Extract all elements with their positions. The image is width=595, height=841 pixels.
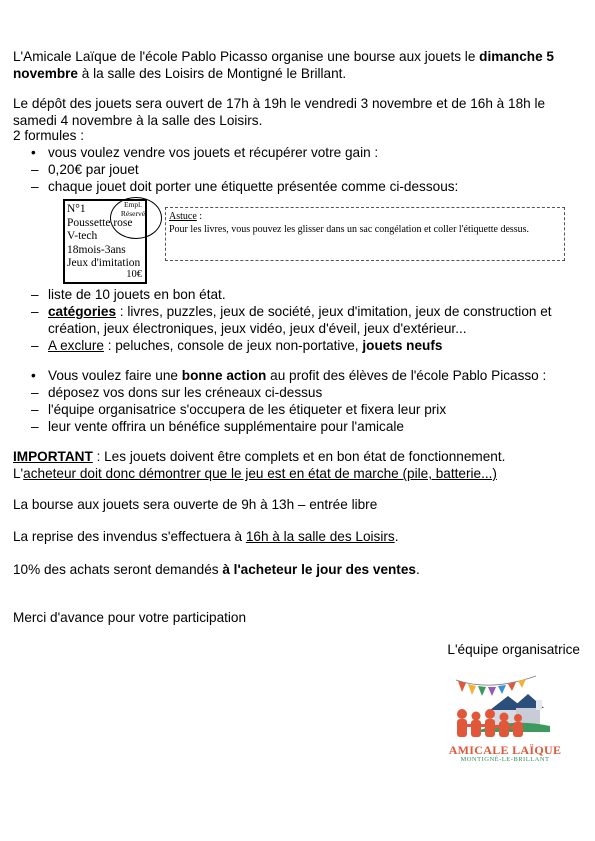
reprise-place: 16h à la salle des Loisirs — [245, 529, 395, 544]
text-fragment: . — [394, 529, 399, 544]
list-item-text — [48, 367, 546, 384]
intro-location: à la salle des Loisirs de Montigné le Brillant. — [77, 66, 347, 81]
list-item-text: déposez vos dons sur les créneaux ci-dessus — [48, 385, 323, 400]
list-item-text: leur vente offrira un bénéfice supplémentaire pour l'amicale — [48, 419, 404, 434]
label-line: V-tech — [67, 230, 98, 242]
list-item-text: chaque jouet doit porter une étiquette présentée comme ci-dessous: — [48, 179, 459, 194]
important-text: : Les jouets doivent être complets et en bon état de fonctionnement. — [92, 449, 506, 464]
formules-heading: 2 formules : — [13, 128, 85, 143]
event-date: dimanche 5 novembre — [13, 49, 554, 81]
reserved-line: Empl. — [123, 200, 143, 209]
logo-subtitle: MONTIGNÉ-LE-BRILLANT — [460, 756, 550, 763]
important-line-2 — [13, 465, 583, 482]
depot-paragraph: Le dépôt des jouets sera ouvert de 17h à 19h le vendredi 3 novembre et de 16h à 18h le samedi 4 novembre à la salle des Loisirs. — [13, 96, 546, 128]
list-item-text: 0,20€ par jouet — [48, 162, 139, 177]
dash-marker: – — [31, 304, 39, 319]
dash-marker: – — [31, 385, 39, 400]
dash-marker: – — [31, 338, 39, 353]
categories-text — [48, 303, 578, 337]
important-line — [13, 448, 583, 465]
text-fragment: Vous voulez faire une — [48, 368, 182, 383]
astuce-text: Pour les livres, vous pouvez les glisser dans un sac congélation et coller l'étiquette dessus. — [169, 224, 530, 235]
dash-marker: – — [31, 402, 39, 417]
reserved-slot-text — [116, 200, 150, 218]
categories-list: : livres, puzzles, jeux de société, jeux d'imitation, jeux de construction et création, jeux électroniques, jeux vidéo, jeux d'éveil, jeux d'extérieur... — [48, 304, 552, 336]
exclure-bold: jouets neufs — [362, 338, 443, 353]
label-line: Jeux d'imitation — [67, 257, 141, 269]
categories-label: catégories — [48, 304, 117, 319]
merci-line: Merci d'avance pour votre participation — [13, 610, 247, 625]
label-line: Poussette rose — [67, 216, 133, 229]
list-item-text: vous voulez vendre vos jouets et récupérer votre gain : — [48, 145, 379, 160]
important-underlined: acheteur doit donc démontrer que le jeu est en état de marche (pile, batterie...) — [23, 466, 497, 481]
logo-title: AMICALE LAÏQUE — [448, 743, 562, 757]
bonne-action: bonne action — [181, 368, 267, 383]
reprise-line — [13, 528, 583, 545]
ouverture-line: La bourse aux jouets sera ouverte de 9h à 13h – entrée libre — [13, 497, 378, 512]
dash-marker: – — [31, 179, 39, 194]
text-fragment: 10% des achats seront demandés — [13, 562, 223, 577]
dash-marker: – — [31, 287, 39, 302]
label-price: 10€ — [126, 268, 142, 280]
text-fragment: . — [415, 562, 420, 577]
text-fragment: L' — [13, 466, 24, 481]
signature: L'équipe organisatrice — [447, 642, 580, 657]
text-fragment: au profit des élèves de l'école Pablo Picasso : — [266, 368, 547, 383]
astuce-separator: : — [196, 211, 203, 222]
exclure-label: A exclure — [48, 338, 104, 353]
bullet-marker: • — [31, 368, 36, 383]
achats-bold: à l'acheteur le jour des ventes — [222, 562, 416, 577]
dash-marker: – — [31, 162, 39, 177]
astuce-label: Astuce — [169, 211, 197, 222]
intro-text: L'Amicale Laïque de l'école Pablo Picasso organise une bourse aux jouets le — [13, 49, 480, 64]
important-label: IMPORTANT — [13, 449, 93, 464]
achats-line — [13, 561, 583, 578]
exclure-list: : peluches, console de jeux non-portative, — [103, 338, 363, 353]
list-item-text: liste de 10 jouets en bon état. — [48, 287, 226, 302]
text-fragment: La reprise des invendus s'effectuera à — [13, 529, 246, 544]
bullet-marker: • — [31, 145, 36, 160]
exclure-text — [48, 337, 442, 354]
astuce-box — [165, 207, 565, 261]
dash-marker: – — [31, 419, 39, 434]
label-line: N°1 — [67, 203, 86, 215]
intro-paragraph — [13, 48, 583, 82]
list-item-text: l'équipe organisatrice s'occupera de les étiqueter et fixera leur prix — [48, 402, 447, 417]
label-line: 18mois-3ans — [67, 243, 126, 256]
reserved-line: Réservé — [120, 209, 146, 218]
